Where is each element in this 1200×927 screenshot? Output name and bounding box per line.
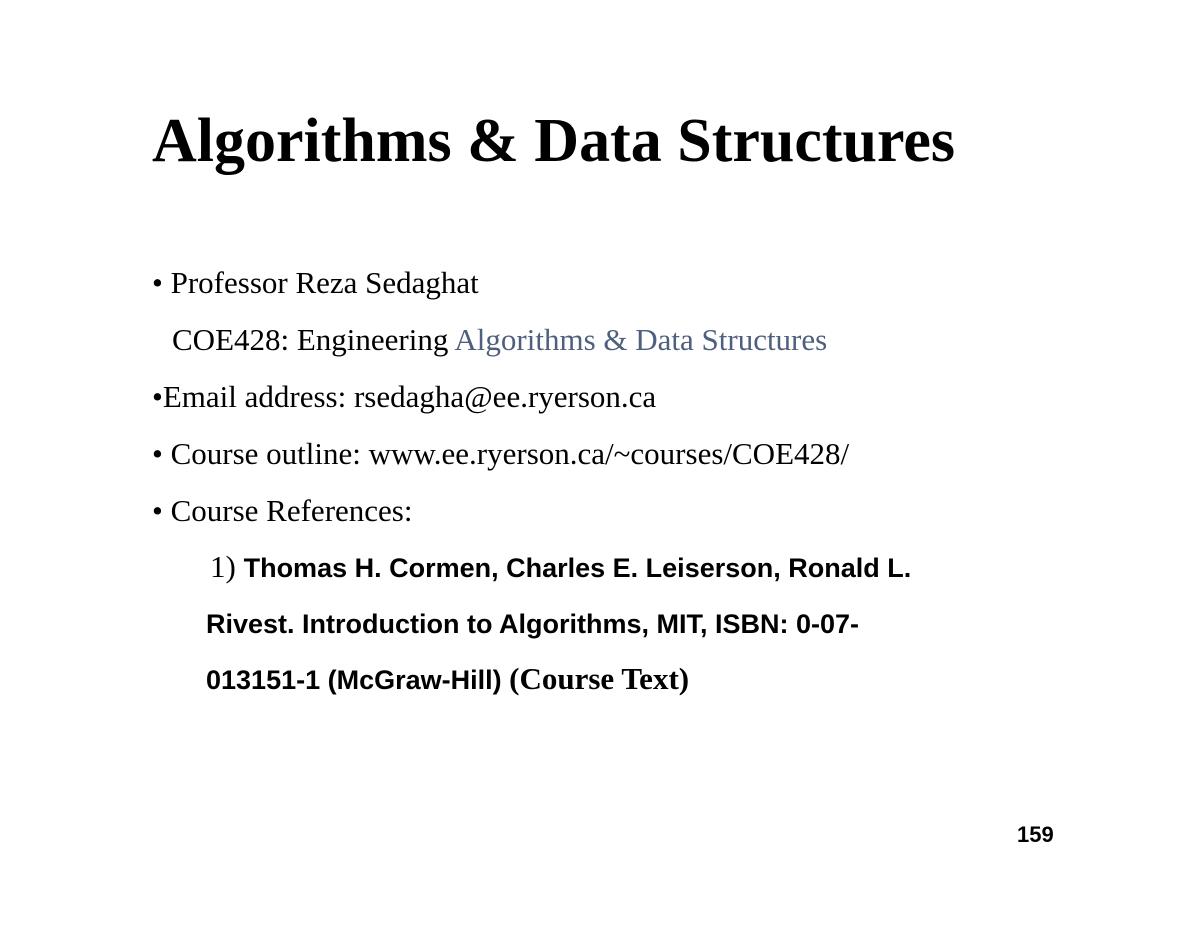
reference-number: 1) bbox=[210, 549, 244, 584]
course-references-label: • Course References: bbox=[152, 493, 413, 528]
reference-line-1 bbox=[210, 548, 911, 585]
course-line bbox=[172, 321, 827, 358]
course-outline-line: • Course outline: www.ee.ryerson.ca/~courses/COE428/ bbox=[152, 436, 850, 471]
course-line-accent: Algorithms & Data Structures bbox=[454, 322, 828, 357]
reference-line-2 bbox=[206, 604, 859, 641]
email-line: •Email address: rsedagha@ee.ryerson.ca bbox=[152, 379, 657, 414]
reference-text-2: Rivest. Introduction to Algorithms, MIT, ISBN: 0-07- bbox=[206, 609, 860, 639]
reference-text-1: Thomas H. Cormen, Charles E. Leiserson, Ronald L. bbox=[243, 553, 912, 583]
course-line-prefix: COE428: Engineering bbox=[172, 322, 455, 357]
reference-text-3-sans: 013151-1 (McGraw-Hill) bbox=[206, 665, 510, 695]
reference-text-3-serif: (Course Text) bbox=[509, 661, 690, 696]
slide-title: Algorithms & Data Structures bbox=[152, 107, 956, 175]
page-number: 159 bbox=[1017, 822, 1054, 847]
professor-line: • Professor Reza Sedaghat bbox=[152, 265, 479, 300]
reference-line-3 bbox=[206, 660, 689, 697]
